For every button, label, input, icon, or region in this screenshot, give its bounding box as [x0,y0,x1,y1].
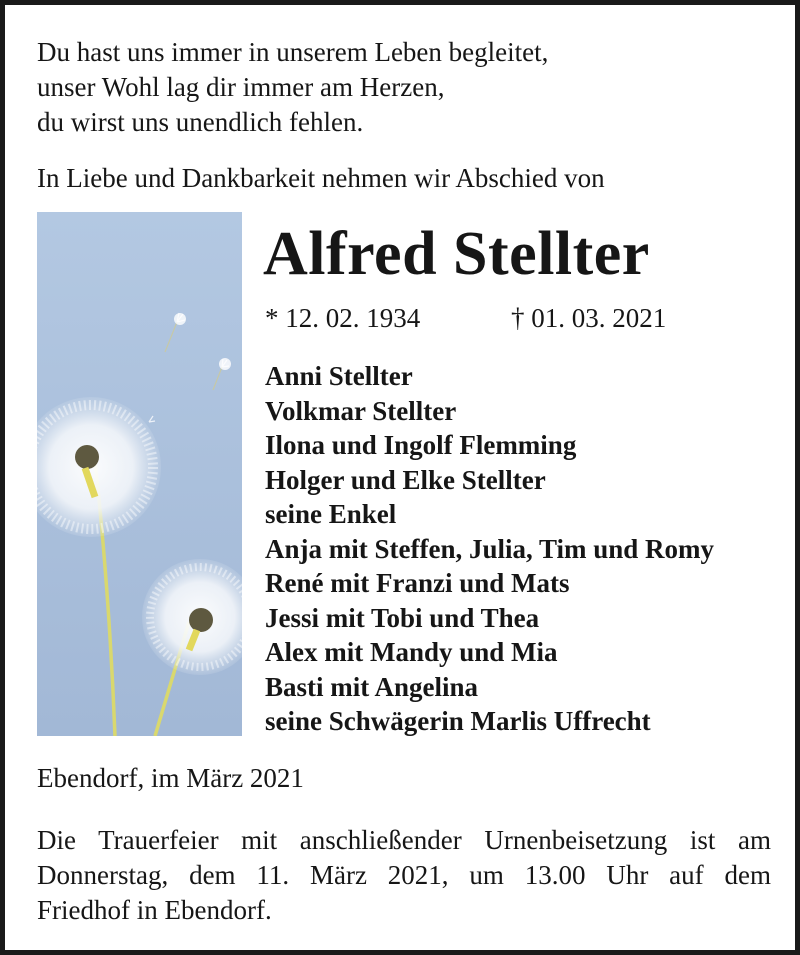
mourner-entry: Alex mit Mandy und Mia [265,637,558,667]
funeral-line: Die Trauerfeier mit anschließender Urnenbeisetzung ist am [37,825,771,855]
dandelion-image [37,212,242,736]
farewell-intro: In Liebe und Dankbarkeit nehmen wir Abschied von [37,163,605,193]
funeral-announcement [37,823,771,928]
funeral-line: Friedhof in Ebendorf. [37,895,272,925]
mourner-entry: Holger und Elke Stellter [265,464,546,495]
mourner-entry: Basti mit Angelina [265,671,479,702]
mourner-entry: Volkmar Stellter [265,395,457,426]
verse-line: du wirst uns unendlich fehlen. [37,107,364,137]
birth-date: * 12. 02. 1934 [265,303,421,333]
mourner-entry: Anja mit Steffen, Julia, Tim und Romy [265,533,715,564]
mourner-entry: Ilona und Ingolf Flemming [265,430,577,460]
place-and-date: Ebendorf, im März 2021 [37,763,304,793]
mourner-entry: Jessi mit Tobi und Thea [265,602,540,633]
mourner-entry: seine Schwägerin Marlis Uffrecht [265,706,651,736]
deceased-name: Alfred Stellter [263,220,650,288]
verse-line: unser Wohl lag dir immer am Herzen, [37,72,445,102]
funeral-line: Donnerstag, dem 11. März 2021, um 13.00 Uhr auf dem [37,860,771,890]
death-date: † 01. 03. 2021 [511,303,667,333]
mourner-entry: Anni Stellter [265,361,413,391]
mourner-entry: René mit Franzi und Mats [265,568,570,598]
verse-line: Du hast uns immer in unserem Leben begleitet, [37,37,549,67]
memorial-verse [37,35,548,140]
mourners-list [265,359,714,739]
mourner-entry: seine Enkel [265,499,397,529]
